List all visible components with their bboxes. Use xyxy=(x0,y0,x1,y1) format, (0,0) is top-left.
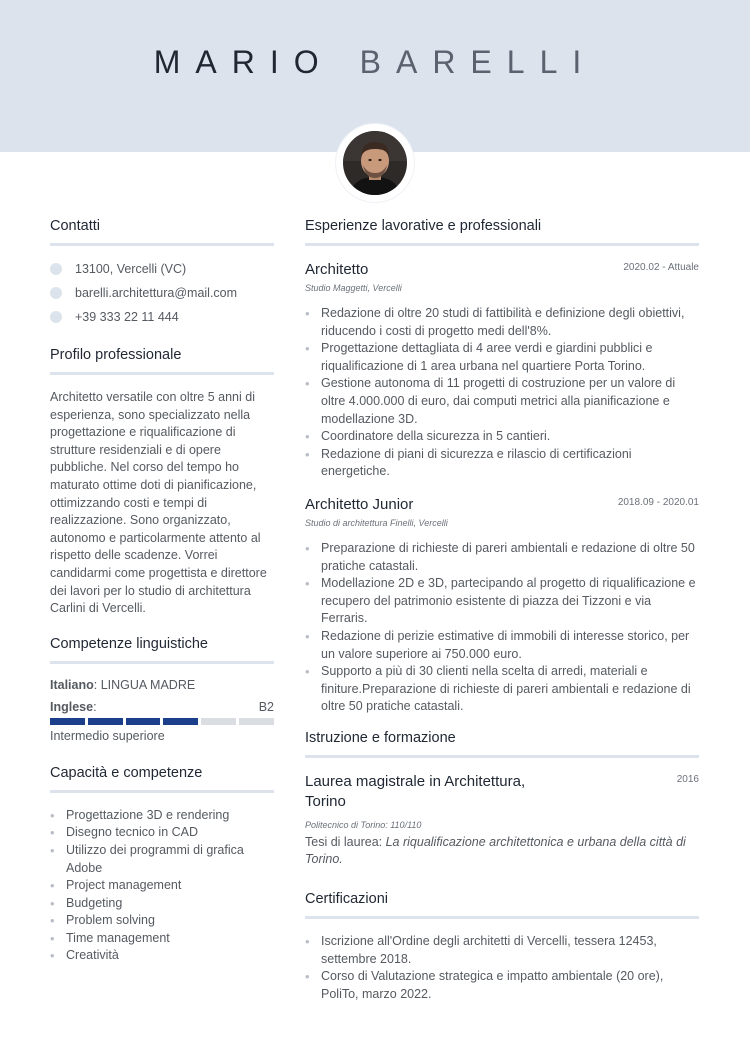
certifications-list xyxy=(305,933,699,1003)
skill-item: • Project management xyxy=(50,877,274,895)
language-level-bar xyxy=(163,718,198,725)
language-level-bar xyxy=(50,718,85,725)
language-level-bar xyxy=(126,718,161,725)
job-bullet: • Redazione di perizie estimative di immobili di interesse storico, per un valore superiore ai 750.000 euro. xyxy=(305,628,699,663)
skill-item: • Utilizzo dei programmi di grafica Adobe xyxy=(50,842,274,877)
language-native: Italiano: LINGUA MADRE xyxy=(50,677,196,692)
job-entry xyxy=(305,260,699,481)
location-icon xyxy=(50,263,62,275)
job-org: Studio Maggetti, Vercelli xyxy=(305,283,402,293)
education-org: Politecnico di Torino: 110/110 xyxy=(305,819,422,830)
language-english-code: B2 xyxy=(258,699,274,714)
first-name: MARIO xyxy=(153,44,334,80)
profile-title: Profilo professionale xyxy=(50,347,274,375)
left-column xyxy=(50,218,274,965)
contact-email-text[interactable]: barelli.architettura@mail.com xyxy=(75,285,238,300)
job-bullet: • Modellazione 2D e 3D, partecipando al progetto di riqualificazione e recupero del patrimonio esistente di piazza dei Tizzoni e via Ferraris. xyxy=(305,575,699,628)
language-native-name: Italiano xyxy=(50,677,94,692)
job-date: 2018.09 - 2020.01 xyxy=(617,496,699,508)
job-bullet: • Progettazione dettagliata di 4 aree verdi e giardini pubblici e riqualificazione di 1 area urbana nel quartiere Porta Torino. xyxy=(305,340,699,375)
candidate-name xyxy=(0,44,750,81)
job-date: 2020.02 - Attuale xyxy=(623,262,699,273)
language-level-bar xyxy=(88,718,123,725)
skill-item: • Problem solving xyxy=(50,912,274,930)
language-level-bar xyxy=(239,718,274,725)
contact-email[interactable] xyxy=(50,284,274,301)
language-english: Inglese: B2 xyxy=(50,699,274,714)
certifications-title: Certificazioni xyxy=(305,891,699,919)
phone-icon xyxy=(50,311,62,323)
contact-address xyxy=(50,260,274,277)
job-bullet: • Supporto a più di 30 clienti nella scelta di arredi, materiali e finiture.Preparazione di richieste di pareri ambientali e redazione di oltre 50 pratiche catastali. xyxy=(305,663,699,716)
job-bullets xyxy=(305,540,699,716)
job-org: Studio di architettura Finelli, Vercelli xyxy=(305,517,448,528)
contact-phone xyxy=(50,308,274,325)
education-date: 2016 xyxy=(676,773,699,785)
jobs-list xyxy=(305,260,699,716)
certification-item: • Corso di Valutazione strategica e impatto ambientale (20 ore), PoliTo, marzo 2022. xyxy=(305,968,699,1003)
profile-text: Architetto versatile con oltre 5 anni di esperienza, sono specializzato nella progettazione e riqualificazione di strutture residenziali e di opere pubbliche. Nel corso del tempo ho maturato ottime doti di pianificazione, ottimizzando costi e tempi di realizzazione. Sono organizzato, autonomo e particolarmente attento al rispetto delle scadenze. Vorrei candidarmi come progettista e direttore dei lavori per lo studio di architettura Carlini di Vercelli. xyxy=(50,390,267,616)
job-bullet: • Gestione autonoma di 11 progetti di costruzione per un valore di oltre 4.000.000 di euro, dai computi metrici alla pianificazione e modellazione 3D. xyxy=(305,375,699,428)
skill-item: • Creatività xyxy=(50,947,274,965)
job-bullet: • Redazione di oltre 20 studi di fattibilità e definizione degli obiettivi, riducendo i costi di progetto medi dell'8%. xyxy=(305,305,699,340)
contacts-title: Contatti xyxy=(50,218,274,246)
last-name: BARELLI xyxy=(359,44,597,80)
education-thesis xyxy=(305,834,699,869)
languages-title: Competenze linguistiche xyxy=(50,636,274,664)
profile-photo-frame xyxy=(336,124,414,202)
job-title: Architetto Junior xyxy=(305,495,414,513)
skill-item: • Progettazione 3D e rendering xyxy=(50,807,274,825)
job-bullet: • Preparazione di richieste di pareri ambientali e redazione di oltre 50 pratiche catastali. xyxy=(305,540,699,575)
skill-item: • Disegno tecnico in CAD xyxy=(50,824,274,842)
right-column xyxy=(305,218,699,1003)
skills-list xyxy=(50,807,274,965)
language-native-level: LINGUA MADRE xyxy=(100,677,196,692)
language-level-bars xyxy=(50,718,274,725)
language-english-name: Inglese xyxy=(50,699,94,714)
thesis-label: Tesi di laurea: xyxy=(305,834,383,849)
job-entry xyxy=(305,495,699,716)
email-icon xyxy=(50,287,62,299)
certification-item: • Iscrizione all'Ordine degli architetti di Vercelli, tessera 12453, settembre 2018. xyxy=(305,933,699,968)
profile-photo xyxy=(343,131,407,195)
education-title: Istruzione e formazione xyxy=(305,730,699,758)
experience-title: Esperienze lavorative e professionali xyxy=(305,218,699,246)
job-bullet: • Redazione di piani di sicurezza e rilascio di certificazioni energetiche. xyxy=(305,446,699,481)
job-bullet: • Coordinatore della sicurezza in 5 cantieri. xyxy=(305,428,699,446)
job-bullets xyxy=(305,305,699,481)
education-degree: Laurea magistrale in Architettura, Torino xyxy=(305,772,526,810)
skill-item: • Time management xyxy=(50,930,274,948)
contact-address-text: 13100, Vercelli (VC) xyxy=(75,261,187,276)
language-english-description: Intermedio superiore xyxy=(50,728,165,743)
thesis-title: La riqualificazione architettonica e urbana della città di Torino. xyxy=(305,834,686,867)
job-title: Architetto xyxy=(305,261,369,278)
skills-title: Capacità e competenze xyxy=(50,765,274,793)
skill-item: • Budgeting xyxy=(50,895,274,913)
contact-phone-text: +39 333 22 11 444 xyxy=(75,309,179,324)
education-entry xyxy=(305,772,699,869)
language-level-bar xyxy=(201,718,236,725)
